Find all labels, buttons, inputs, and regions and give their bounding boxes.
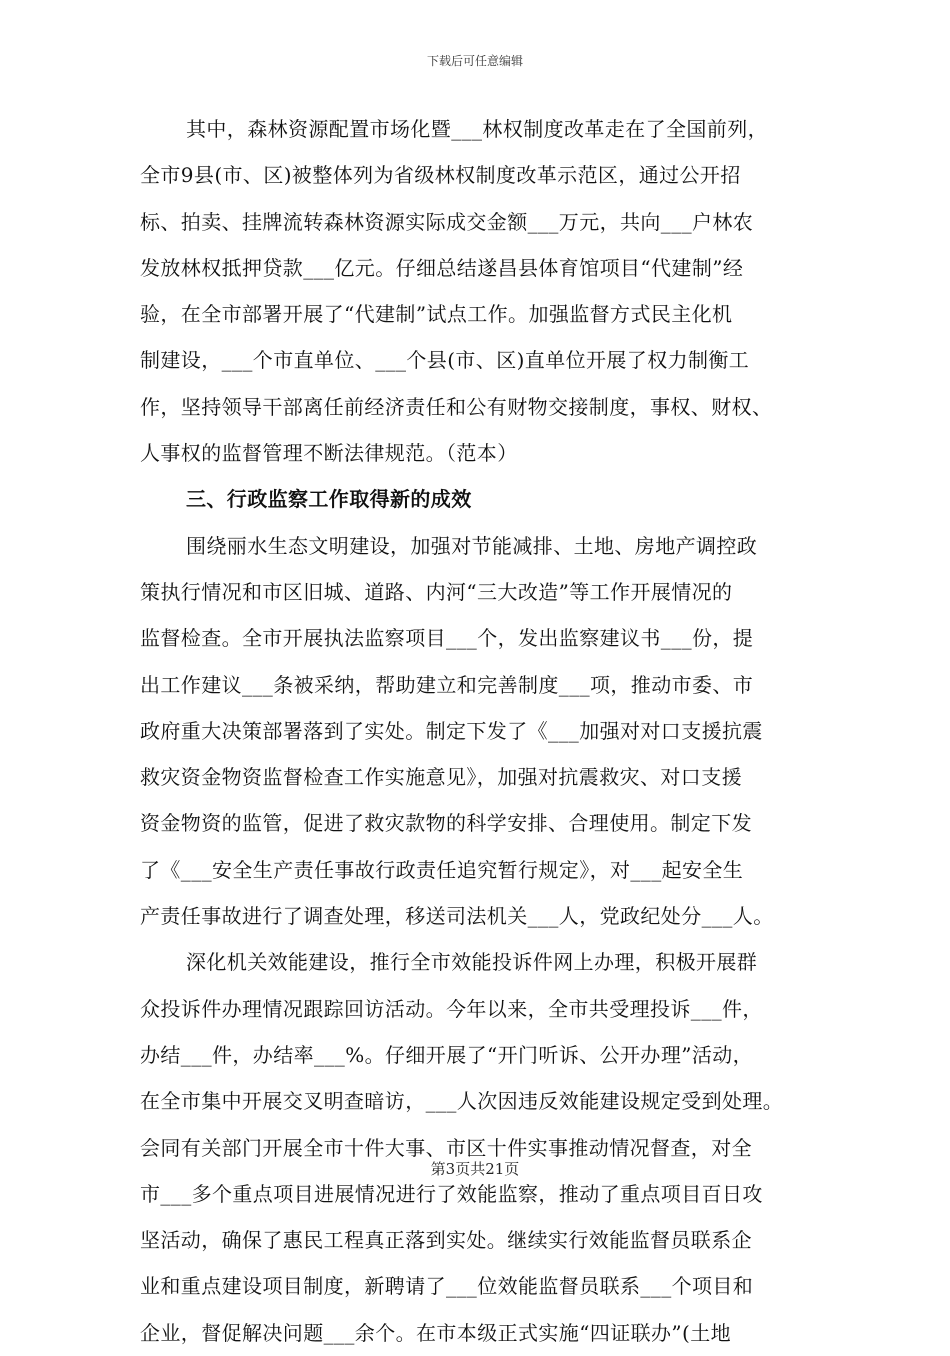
paragraph-line: 制建设，___个市直单位、___个县(市、区)直单位开展了权力制衡工 bbox=[140, 348, 750, 373]
paragraph-line: 救灾资金物资监督检查工作实施意见》，加强对抗震救灾、对口支援 bbox=[140, 765, 742, 790]
paragraph-line: 会同有关部门开展全市十件大事、市区十件实事推动情况督查，对全 bbox=[140, 1135, 752, 1160]
paragraph-line: 政府重大决策部署落到了实处。制定下发了《___加强对对口支援抗震 bbox=[140, 718, 763, 743]
paragraph-line: 资金物资的监管，促进了救灾款物的科学安排、合理使用。制定下发 bbox=[140, 811, 752, 836]
paragraph-line: 验，在全市部署开展了“代建制”试点工作。加强监督方式民主化机 bbox=[140, 302, 733, 327]
paragraph-line: 企业，督促解决问题___余个。在市本级正式实施“四证联办”(土地 bbox=[140, 1320, 732, 1345]
paragraph-line: 发放林权抵押贷款___亿元。仔细总结遂昌县体育馆项目“代建制”经 bbox=[140, 255, 744, 280]
paragraph-line: 出工作建议___条被采纳，帮助建立和完善制度___项，推动市委、市 bbox=[140, 672, 754, 697]
paragraph-line: 产责任事故进行了调查处理，移送司法机关___人，党政纪处分___人。 bbox=[140, 904, 774, 929]
page-header-note: 下载后可任意编辑 bbox=[426, 54, 523, 68]
paragraph-line: 在全市集中开展交叉明查暗访，___人次因违反效能建设规定受到处理。 bbox=[140, 1089, 784, 1114]
section-heading: 三、行政监察工作取得新的成效 bbox=[186, 487, 472, 512]
paragraph-line: 了《___安全生产责任事故行政责任追究暂行规定》，对___起安全生 bbox=[140, 857, 744, 882]
paragraph-line: 全市9县(市、区)被整体列为省级林权制度改革示范区，通过公开招 bbox=[140, 163, 741, 188]
paragraph-line: 策执行情况和市区旧城、道路、内河“三大改造”等工作开展情况的 bbox=[140, 579, 733, 604]
paragraph-line: 标、拍卖、挂牌流转森林资源实际成交金额___万元，共向___户林农 bbox=[140, 209, 754, 234]
paragraph-line: 坚活动，确保了惠民工程真正落到实处。继续实行效能监督员联系企 bbox=[140, 1228, 752, 1253]
paragraph-line: 监督检查。全市开展执法监察项目___个，发出监察建议书___份，提 bbox=[140, 626, 754, 651]
page-number: 第3页共21页 bbox=[430, 1160, 520, 1178]
paragraph-line: 办结___件，办结率___%。仔细开展了“开门听诉、公开办理”活动， bbox=[140, 1042, 754, 1067]
paragraph-line: 市___多个重点项目进展情况进行了效能监察，推动了重点项目百日攻 bbox=[140, 1181, 763, 1206]
paragraph-line: 众投诉件办理情况跟踪回访活动。今年以来，全市共受理投诉___件， bbox=[140, 996, 763, 1021]
paragraph-line: 围绕丽水生态文明建设，加强对节能减排、土地、房地产调控政 bbox=[186, 533, 758, 558]
paragraph-line: 人事权的监督管理不断法律规范。（范本） bbox=[140, 441, 518, 466]
paragraph-line: 深化机关效能建设，推行全市效能投诉件网上办理，积极开展群 bbox=[186, 950, 758, 975]
paragraph-line: 其中，森林资源配置市场化暨___林权制度改革走在了全国前列， bbox=[186, 117, 768, 141]
paragraph-line: 作，坚持领导干部离任前经济责任和公有财物交接制度，事权、财权、 bbox=[140, 394, 773, 419]
paragraph-line: 业和重点建设项目制度，新聘请了___位效能监督员联系___个项目和 bbox=[140, 1274, 754, 1299]
